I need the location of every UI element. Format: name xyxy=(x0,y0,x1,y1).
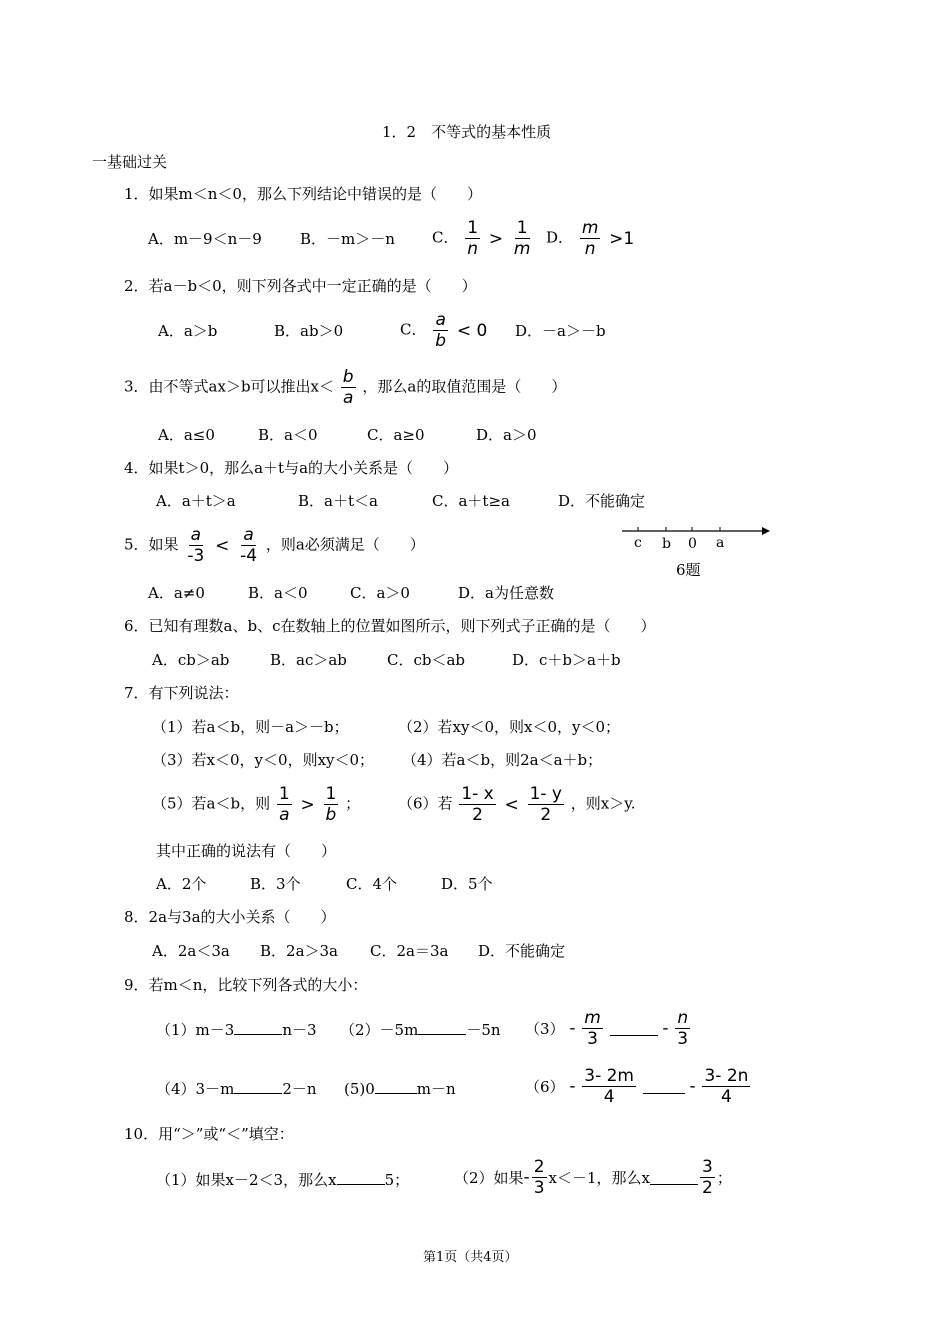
q9-p5-blank[interactable] xyxy=(375,1079,417,1094)
q9-p2-pre: （2）－5m xyxy=(340,1021,419,1039)
q9-p5-pre: (5)0 xyxy=(344,1080,375,1098)
q9-p3-blank[interactable] xyxy=(610,1021,658,1036)
q9-p6-fraction-2: $\frac{3- 2n}{4}$ xyxy=(704,1066,749,1107)
q6-stem: 6．已知有理数a、b、c在数轴上的位置如图所示，则下列式子正确的是（ ） xyxy=(124,617,656,635)
label-0: 0 xyxy=(688,536,697,552)
q7-s5-pre: （5）若a＜b，则 xyxy=(152,794,271,813)
q2-option-d: D．－a＞－b xyxy=(515,322,606,340)
q4-option-d: D．不能确定 xyxy=(558,492,646,510)
q9-p6-label: （6） xyxy=(525,1078,565,1096)
q3-option-a: A．a≤0 xyxy=(158,426,215,444)
q9-part-3 xyxy=(525,1008,692,1049)
q10-p2-neg: - xyxy=(523,1167,530,1188)
q5-option-c: C．a＞0 xyxy=(350,584,410,602)
q2-option-c-label: C． xyxy=(400,320,427,339)
page-footer: 第1页（共4页） xyxy=(423,1250,518,1265)
q9-p4-post: 2－n xyxy=(282,1080,317,1098)
q9-p3-label: （3） xyxy=(525,1020,565,1038)
q4-stem: 4．如果t＞0，那么a＋t与a的大小关系是（ ） xyxy=(124,459,459,477)
q7-question: 其中正确的说法有（ ） xyxy=(156,842,337,860)
q2-option-a: A．a＞b xyxy=(158,322,218,340)
q9-p6-neg-2: - xyxy=(689,1076,696,1097)
page-title: 1．2 不等式的基本性质 xyxy=(382,123,552,141)
q9-p2-blank[interactable] xyxy=(418,1020,466,1035)
q4-option-b: B．a＋t＜a xyxy=(298,492,378,510)
q7-statement-1: （1）若a＜b，则－a＞－b； xyxy=(152,718,349,736)
q8-option-d: D．不能确定 xyxy=(478,942,566,960)
q7-statement-2: （2）若xy＜0，则x＜0，y＜0； xyxy=(398,718,621,736)
q7-s6-fraction-1: $\frac{1- x}{2}$ xyxy=(461,784,494,825)
q10-part-1 xyxy=(156,1170,409,1190)
section-heading: 一基础过关 xyxy=(92,153,168,171)
q7-s5-fraction-2: $\frac{1}{b}$ xyxy=(325,784,337,825)
q7-s5-operator: > xyxy=(300,794,315,815)
q10-p2-post: ； xyxy=(716,1169,732,1187)
q5-stem xyxy=(124,525,425,566)
q7-option-b: B．3个 xyxy=(250,875,301,893)
q9-p1-pre: （1）m－3 xyxy=(156,1021,235,1039)
q1-option-d-label: D． xyxy=(546,228,574,247)
q9-p3-neg-1: - xyxy=(569,1018,576,1039)
q5-option-d: D．a为任意数 xyxy=(458,584,554,602)
q3-stem xyxy=(124,367,566,408)
q10-p1-post: 5； xyxy=(384,1171,410,1189)
q5-option-b: B．a＜0 xyxy=(248,584,308,602)
q1-option-c xyxy=(432,218,534,259)
q1-option-a: A．m－9＜n－9 xyxy=(148,230,262,248)
q2-option-c xyxy=(400,310,489,351)
q7-s6-pre: （6）若 xyxy=(398,794,453,813)
q3-option-b: B．a＜0 xyxy=(258,426,318,444)
q7-statement-5 xyxy=(152,784,360,825)
q5-fraction-2: $\frac{a}{-4}$ xyxy=(240,525,258,566)
q9-p6-neg-1: - xyxy=(569,1076,576,1097)
q1-d-fraction: $\frac{m}{n}$ xyxy=(581,218,599,259)
q9-part-6 xyxy=(525,1066,752,1107)
label-a: a xyxy=(716,535,725,551)
label-b: b xyxy=(662,536,671,552)
q1-option-d xyxy=(546,218,636,259)
label-c: c xyxy=(634,535,642,551)
q1-stem: 1．如果m＜n＜0，那么下列结论中错误的是（ ） xyxy=(124,185,482,203)
q1-option-b: B．－m＞－n xyxy=(300,230,395,248)
q5-stem-post: ，则a必须满足（ ） xyxy=(265,535,425,554)
q9-p6-blank[interactable] xyxy=(643,1079,685,1094)
q5-operator: < xyxy=(215,535,230,556)
q10-p1-blank[interactable] xyxy=(337,1170,385,1185)
q7-s6-operator: < xyxy=(504,794,519,815)
q9-p4-blank[interactable] xyxy=(234,1079,282,1094)
q3-stem-post: ，那么a的取值范围是（ ） xyxy=(362,377,567,396)
q9-p3-fraction-1: $\frac{m}{3}$ xyxy=(584,1008,601,1049)
q1-d-rest: >1 xyxy=(609,228,635,249)
q9-p1-blank[interactable] xyxy=(234,1020,282,1035)
q3-option-c: C．a≥0 xyxy=(367,426,425,444)
q9-p4-pre: （4）3－m xyxy=(156,1080,235,1098)
q1-c-fraction-1: $\frac{1}{n}$ xyxy=(467,218,479,259)
q1-c-operator: > xyxy=(488,228,504,249)
q7-s6-fraction-2: $\frac{1- y}{2}$ xyxy=(529,784,562,825)
q8-option-c: C．2a＝3a xyxy=(370,942,449,960)
q9-stem: 9．若m＜n，比较下列各式的大小： xyxy=(124,976,368,994)
q1-option-c-label: C． xyxy=(432,228,459,247)
q3-fraction: $\frac{b}{a}$ xyxy=(342,367,354,408)
q9-p6-fraction-1: $\frac{3- 2m}{4}$ xyxy=(584,1066,634,1107)
q10-p2-pre: （2）如果 xyxy=(454,1169,524,1187)
q9-part-4 xyxy=(156,1079,317,1099)
q8-stem: 8．2a与3a的大小关系（ ） xyxy=(124,908,336,926)
number-line-arrow xyxy=(762,527,770,535)
q9-p1-post: n－3 xyxy=(282,1021,317,1039)
q4-option-a: A．a＋t＞a xyxy=(156,492,236,510)
q10-p2-fraction-1: $\frac{2}{3}$ xyxy=(533,1157,545,1198)
q10-p2-fraction-2: $\frac{3}{2}$ xyxy=(701,1157,713,1198)
q9-part-5 xyxy=(344,1079,456,1099)
q7-option-a: A．2个 xyxy=(156,875,207,893)
q9-p3-neg-2: - xyxy=(662,1018,669,1039)
q6-option-b: B．ac＞ab xyxy=(270,651,347,669)
q9-p2-post: －5n xyxy=(466,1021,501,1039)
q2-option-b: B．ab＞0 xyxy=(274,322,344,340)
q7-option-d: D．5个 xyxy=(441,875,493,893)
q3-option-d: D．a＞0 xyxy=(476,426,537,444)
q7-option-c: C．4个 xyxy=(346,875,398,893)
q5-option-a: A．a≠0 xyxy=(148,584,205,602)
q6-option-d: D．c＋b＞a＋b xyxy=(512,651,621,669)
q7-s5-post: ； xyxy=(345,794,361,813)
q7-stem: 7．有下列说法： xyxy=(124,684,239,702)
q9-p5-post: m－n xyxy=(416,1080,456,1098)
q9-part-2 xyxy=(340,1020,501,1040)
q1-c-fraction-2: $\frac{1}{m}$ xyxy=(513,218,531,259)
q9-p3-fraction-2: $\frac{n}{3}$ xyxy=(677,1008,689,1049)
q7-s5-fraction-1: $\frac{1}{a}$ xyxy=(278,784,290,825)
figure-caption: 6题 xyxy=(676,561,701,579)
q6-option-a: A．cb＞ab xyxy=(152,651,230,669)
q10-part-2 xyxy=(454,1157,732,1198)
q2-c-fraction: $\frac{a}{b}$ xyxy=(435,310,447,351)
q2-c-rest: < 0 xyxy=(456,320,488,341)
q2-stem: 2．若a－b＜0，则下列各式中一定正确的是（ ） xyxy=(124,277,477,295)
q4-option-c: C．a＋t≥a xyxy=(432,492,510,510)
q5-fraction-1: $\frac{a}{-3}$ xyxy=(187,525,205,566)
q9-part-1 xyxy=(156,1020,317,1040)
q10-p1-pre: （1）如果x－2＜3，那么x xyxy=(156,1171,337,1189)
q7-statement-4: （4）若a＜b，则2a＜a＋b； xyxy=(402,751,603,769)
q7-statement-3: （3）若x＜0，y＜0，则xy＜0； xyxy=(152,751,375,769)
q10-p2-mid: x＜－1，那么x xyxy=(548,1169,650,1187)
q6-option-c: C．cb＜ab xyxy=(387,651,466,669)
q8-option-b: B．2a＞3a xyxy=(260,942,338,960)
q7-statement-6 xyxy=(398,784,635,825)
q10-stem: 10．用“＞”或“＜”填空： xyxy=(124,1125,294,1143)
q7-s6-post: ，则x＞y. xyxy=(570,794,636,813)
q5-stem-pre: 5．如果 xyxy=(124,535,179,554)
q8-option-a: A．2a＜3a xyxy=(152,942,230,960)
q3-stem-pre: 3．由不等式ax＞b可以推出x＜ xyxy=(124,377,335,396)
q10-p2-blank[interactable] xyxy=(650,1170,698,1185)
